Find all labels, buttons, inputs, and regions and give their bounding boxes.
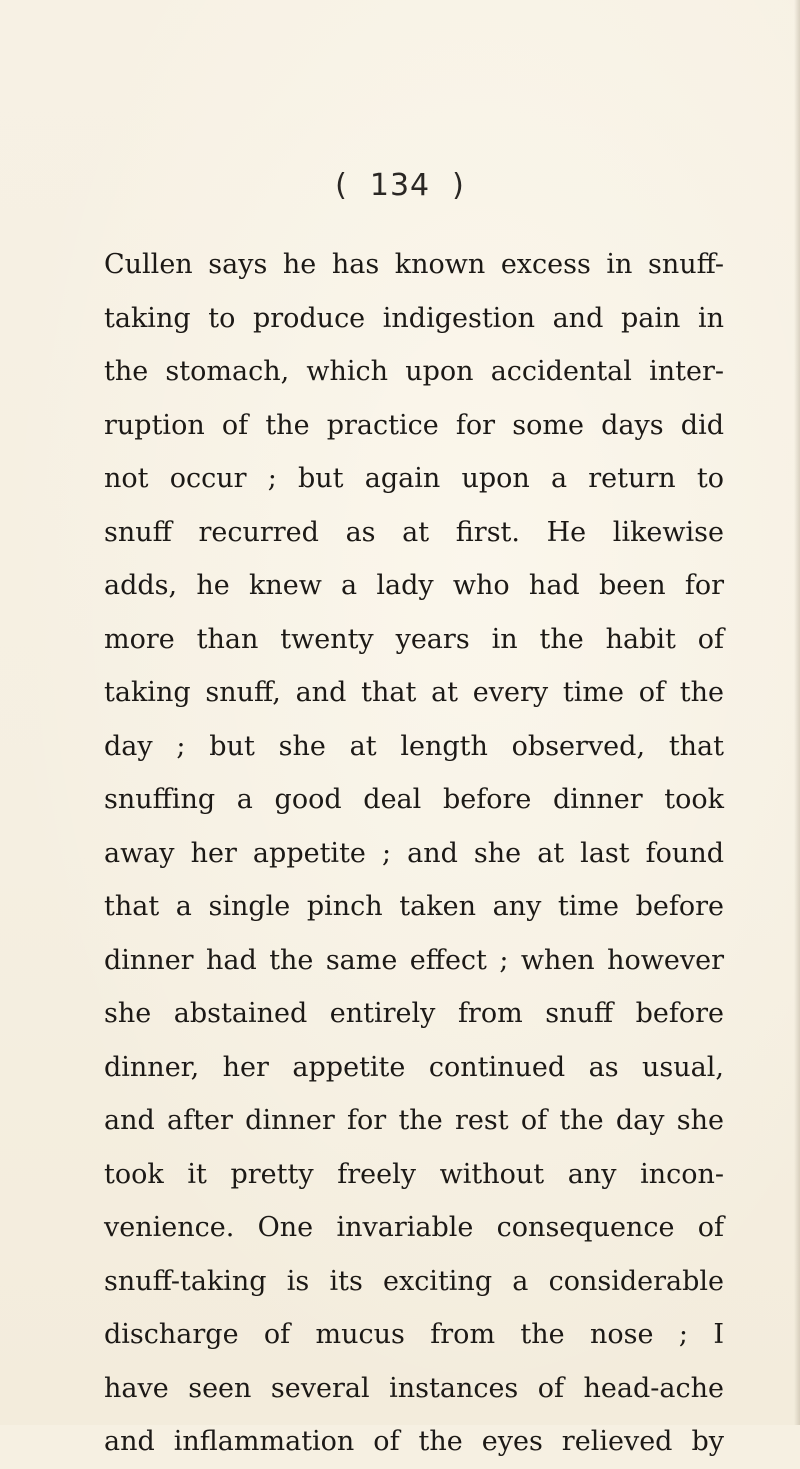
page-edge-shadow [794, 0, 800, 1425]
text-line: dinner had the same effect ; when however [104, 944, 724, 976]
text-line: have seen several instances of head-ache [104, 1372, 724, 1404]
page-number: 134 [369, 168, 431, 203]
text-line: snuff recurred as at first. He likewise [104, 516, 724, 548]
text-line: that a single pinch taken any time before [104, 891, 724, 922]
page-number-close-paren: ) [452, 168, 465, 203]
text-line: more than twenty years in the habit of [104, 623, 724, 655]
text-line: dinner, her appetite continued as usual, [104, 1051, 724, 1083]
body-paragraph [104, 238, 724, 1469]
text-line: day ; but she at length observed, that [104, 730, 724, 762]
text-line: ruption of the practice for some days did [104, 409, 724, 441]
text-line: not occur ; but again upon a return to [104, 463, 724, 494]
text-line: snuff-taking is its exciting a considerable [104, 1265, 724, 1297]
page-number-header [0, 168, 800, 203]
text-line: took it pretty freely without any incon- [104, 1158, 724, 1190]
text-line: taking to produce indigestion and pain in [104, 302, 724, 334]
text-line: and after dinner for the rest of the day she [104, 1105, 724, 1136]
text-line: venience. One invariable consequence of [104, 1212, 724, 1243]
text-line: the stomach, which upon accidental inter- [104, 356, 724, 387]
text-line: snuffing a good deal before dinner took [104, 784, 724, 815]
text-line: away her appetite ; and she at last found [104, 837, 724, 869]
text-line: taking snuff, and that at every time of the [104, 677, 724, 708]
text-line: discharge of mucus from the nose ; I [104, 1319, 724, 1350]
text-line: she abstained entirely from snuff before [104, 998, 724, 1029]
text-line: Cullen says he has known excess in snuff- [104, 249, 724, 280]
text-line: and inflammation of the eyes relieved by [104, 1426, 724, 1457]
text-line: adds, he knew a lady who had been for [104, 570, 724, 601]
page-number-open-paren: ( [335, 168, 348, 203]
